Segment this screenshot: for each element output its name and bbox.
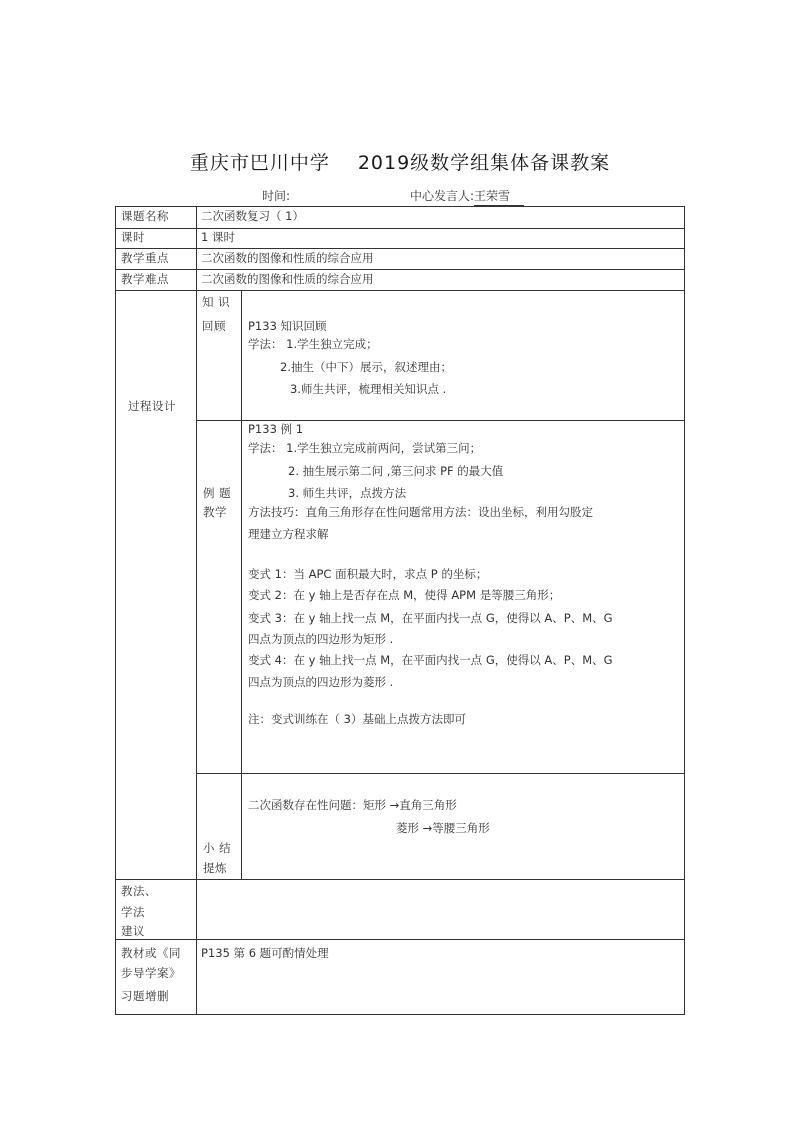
table-rule — [115, 939, 684, 940]
table-rule — [241, 290, 242, 879]
example-line: P133 例 1 — [248, 422, 304, 436]
process-label: 过程设计 — [128, 399, 176, 413]
speaker-field — [410, 187, 524, 206]
summary-label-line2: 提炼 — [203, 861, 227, 875]
table-rule — [115, 228, 684, 229]
table-rule — [115, 248, 684, 249]
table-rule — [196, 420, 684, 421]
page-title — [0, 148, 800, 175]
example-line: 四点为顶点的四边形为菱形 . — [248, 675, 394, 689]
example-line: 变式 4：在 y 轴上找一点 M，在平面内找一点 G，使得以 A、P、M、G — [248, 653, 613, 667]
summary-line: 二次函数存在性问题：矩形 →直角三角形 — [248, 798, 457, 812]
table-border — [115, 1014, 684, 1015]
topic-value: 二次函数复习（ 1） — [201, 209, 304, 223]
review-label-line1: 知 识 — [202, 295, 231, 309]
example-line: 变式 2：在 y 轴上是否存在点 M，使得 APM 是等腰三角形； — [248, 588, 561, 602]
table-rule — [115, 879, 684, 880]
document-subtitle: 2019级数学组集体备课教案 — [357, 152, 611, 174]
example-line: 2. 抽生展示第二问 ,第三问求 PF 的最大值 — [288, 464, 504, 478]
table-border — [684, 206, 685, 1015]
review-line: 2.抽生（中下）展示，叙述理由； — [280, 360, 452, 374]
difficulty-value: 二次函数的图像和性质的综合应用 — [201, 272, 374, 286]
time-label: 时间: — [262, 189, 291, 203]
table-border — [115, 206, 116, 1015]
review-line: P133 知识回顾 — [248, 319, 327, 333]
summary-label-line1: 小 结 — [203, 841, 232, 855]
example-label-line2: 教学 — [203, 505, 227, 519]
topic-label: 课题名称 — [121, 209, 169, 223]
hours-value: 1 课时 — [201, 230, 235, 244]
review-line: 3.师生共评，梳理相关知识点 . — [290, 382, 447, 396]
hours-label: 课时 — [121, 230, 145, 244]
example-line: 四点为顶点的四边形为矩形 . — [248, 632, 394, 646]
key-point-label: 教学重点 — [121, 251, 169, 265]
table-rule — [115, 290, 684, 291]
example-line: 变式 1：当 APC 面积最大时，求点 P 的坐标； — [248, 567, 488, 581]
table-rule — [115, 269, 684, 270]
summary-line: 菱形 →等腰三角形 — [396, 821, 490, 835]
school-name: 重庆市巴川中学 — [189, 152, 330, 174]
review-line: 学法： 1.学生独立完成； — [248, 337, 378, 351]
example-line: 方法技巧：直角三角形存在性问题常用方法：设出坐标，利用勾股定 — [248, 505, 593, 519]
key-point-value: 二次函数的图像和性质的综合应用 — [201, 251, 374, 265]
speaker-label: 中心发言人: — [410, 189, 475, 203]
example-line: 变式 3：在 y 轴上找一点 M，在平面内找一点 G，使得以 A、P、M、G — [248, 611, 613, 625]
method-label-line: 学法 — [121, 905, 145, 919]
difficulty-label: 教学难点 — [121, 272, 169, 286]
textbook-label-line: 步导学案》 — [121, 966, 181, 980]
method-label-line: 教法、 — [121, 884, 157, 898]
example-line: 学法： 1.学生独立完成前两问，尝试第三问； — [248, 441, 482, 455]
example-label-line1: 例 题 — [203, 486, 232, 500]
method-label-line: 建议 — [121, 924, 145, 938]
textbook-value: P135 第 6 题可酌情处理 — [201, 946, 329, 960]
example-line: 注：变式训练在（ 3）基础上点拨方法即可 — [248, 712, 466, 726]
example-line: 理建立方程求解 — [248, 527, 329, 541]
textbook-label-line: 习题增删 — [121, 989, 169, 1003]
textbook-label-line: 教材或《同 — [121, 946, 181, 960]
example-line: 3. 师生共评，点拨方法 — [288, 486, 407, 500]
speaker-name: 王荣雪 — [474, 187, 524, 206]
review-label-line2: 回顾 — [202, 319, 226, 333]
table-border — [115, 206, 684, 207]
table-rule — [196, 206, 197, 1015]
table-rule — [196, 773, 684, 774]
